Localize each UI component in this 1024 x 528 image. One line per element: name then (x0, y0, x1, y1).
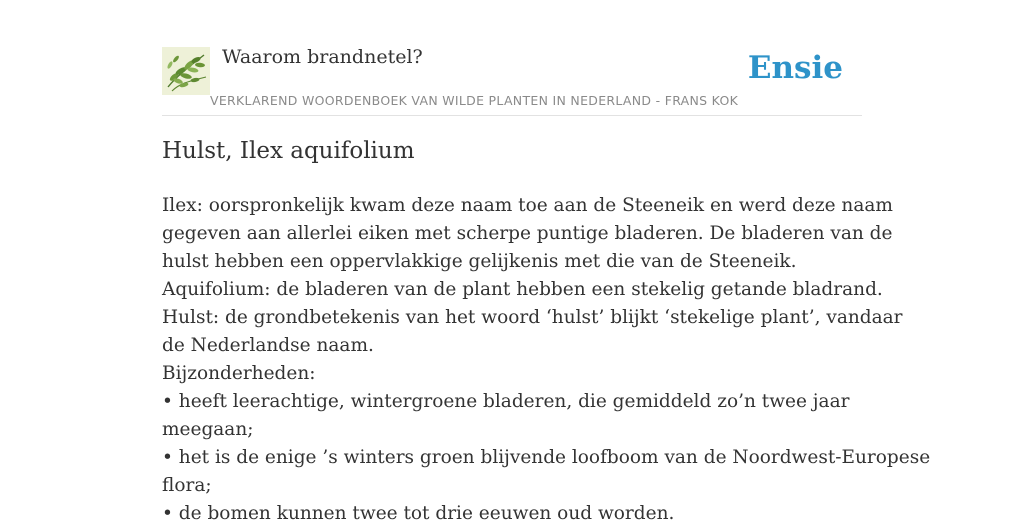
entry-line: hulst hebben een oppervlakkige gelijkenis met die van de Steeneik. (162, 251, 797, 272)
entry-line: • heeft leerachtige, wintergroene bladeren, die gemiddeld zo’n twee jaar (162, 391, 850, 412)
entry-title: Hulst, Ilex aquifolium (162, 138, 415, 164)
entry-line: Ilex: oorspronkelijk kwam deze naam toe aan de Steeneik en werd deze naam (162, 195, 893, 216)
book-avatar[interactable] (162, 47, 210, 95)
book-subtitle[interactable]: VERKLAREND WOORDENBOEK VAN WILDE PLANTEN IN NEDERLAND - FRANS KOK (210, 93, 739, 108)
entry-line: Aquifolium: de bladeren van de plant hebben een stekelig getande bladrand. (162, 279, 883, 300)
entry-line: • de bomen kunnen twee tot drie eeuwen oud worden. (162, 503, 675, 524)
entry-line: de Nederlandse naam. (162, 335, 374, 356)
ensie-logo-link[interactable]: Ensie (747, 50, 843, 86)
book-header (162, 44, 862, 116)
entry-body (162, 192, 931, 528)
entry-line: Hulst: de grondbetekenis van het woord ‘hulst’ blijkt ‘stekelige plant’, vandaar (162, 307, 903, 328)
entry-line: gegeven aan allerlei eiken met scherpe puntige bladeren. De bladeren van de (162, 223, 893, 244)
entry-line: meegaan; (162, 419, 254, 440)
book-title[interactable]: Waarom brandnetel? (222, 46, 423, 68)
leaf-illustration-icon (162, 47, 210, 95)
entry-line: • het is de enige ’s winters groen blijvende loofboom van de Noordwest-Europese (162, 447, 931, 468)
entry-line: flora; (162, 475, 212, 496)
entry-line: Bijzonderheden: (162, 363, 316, 384)
